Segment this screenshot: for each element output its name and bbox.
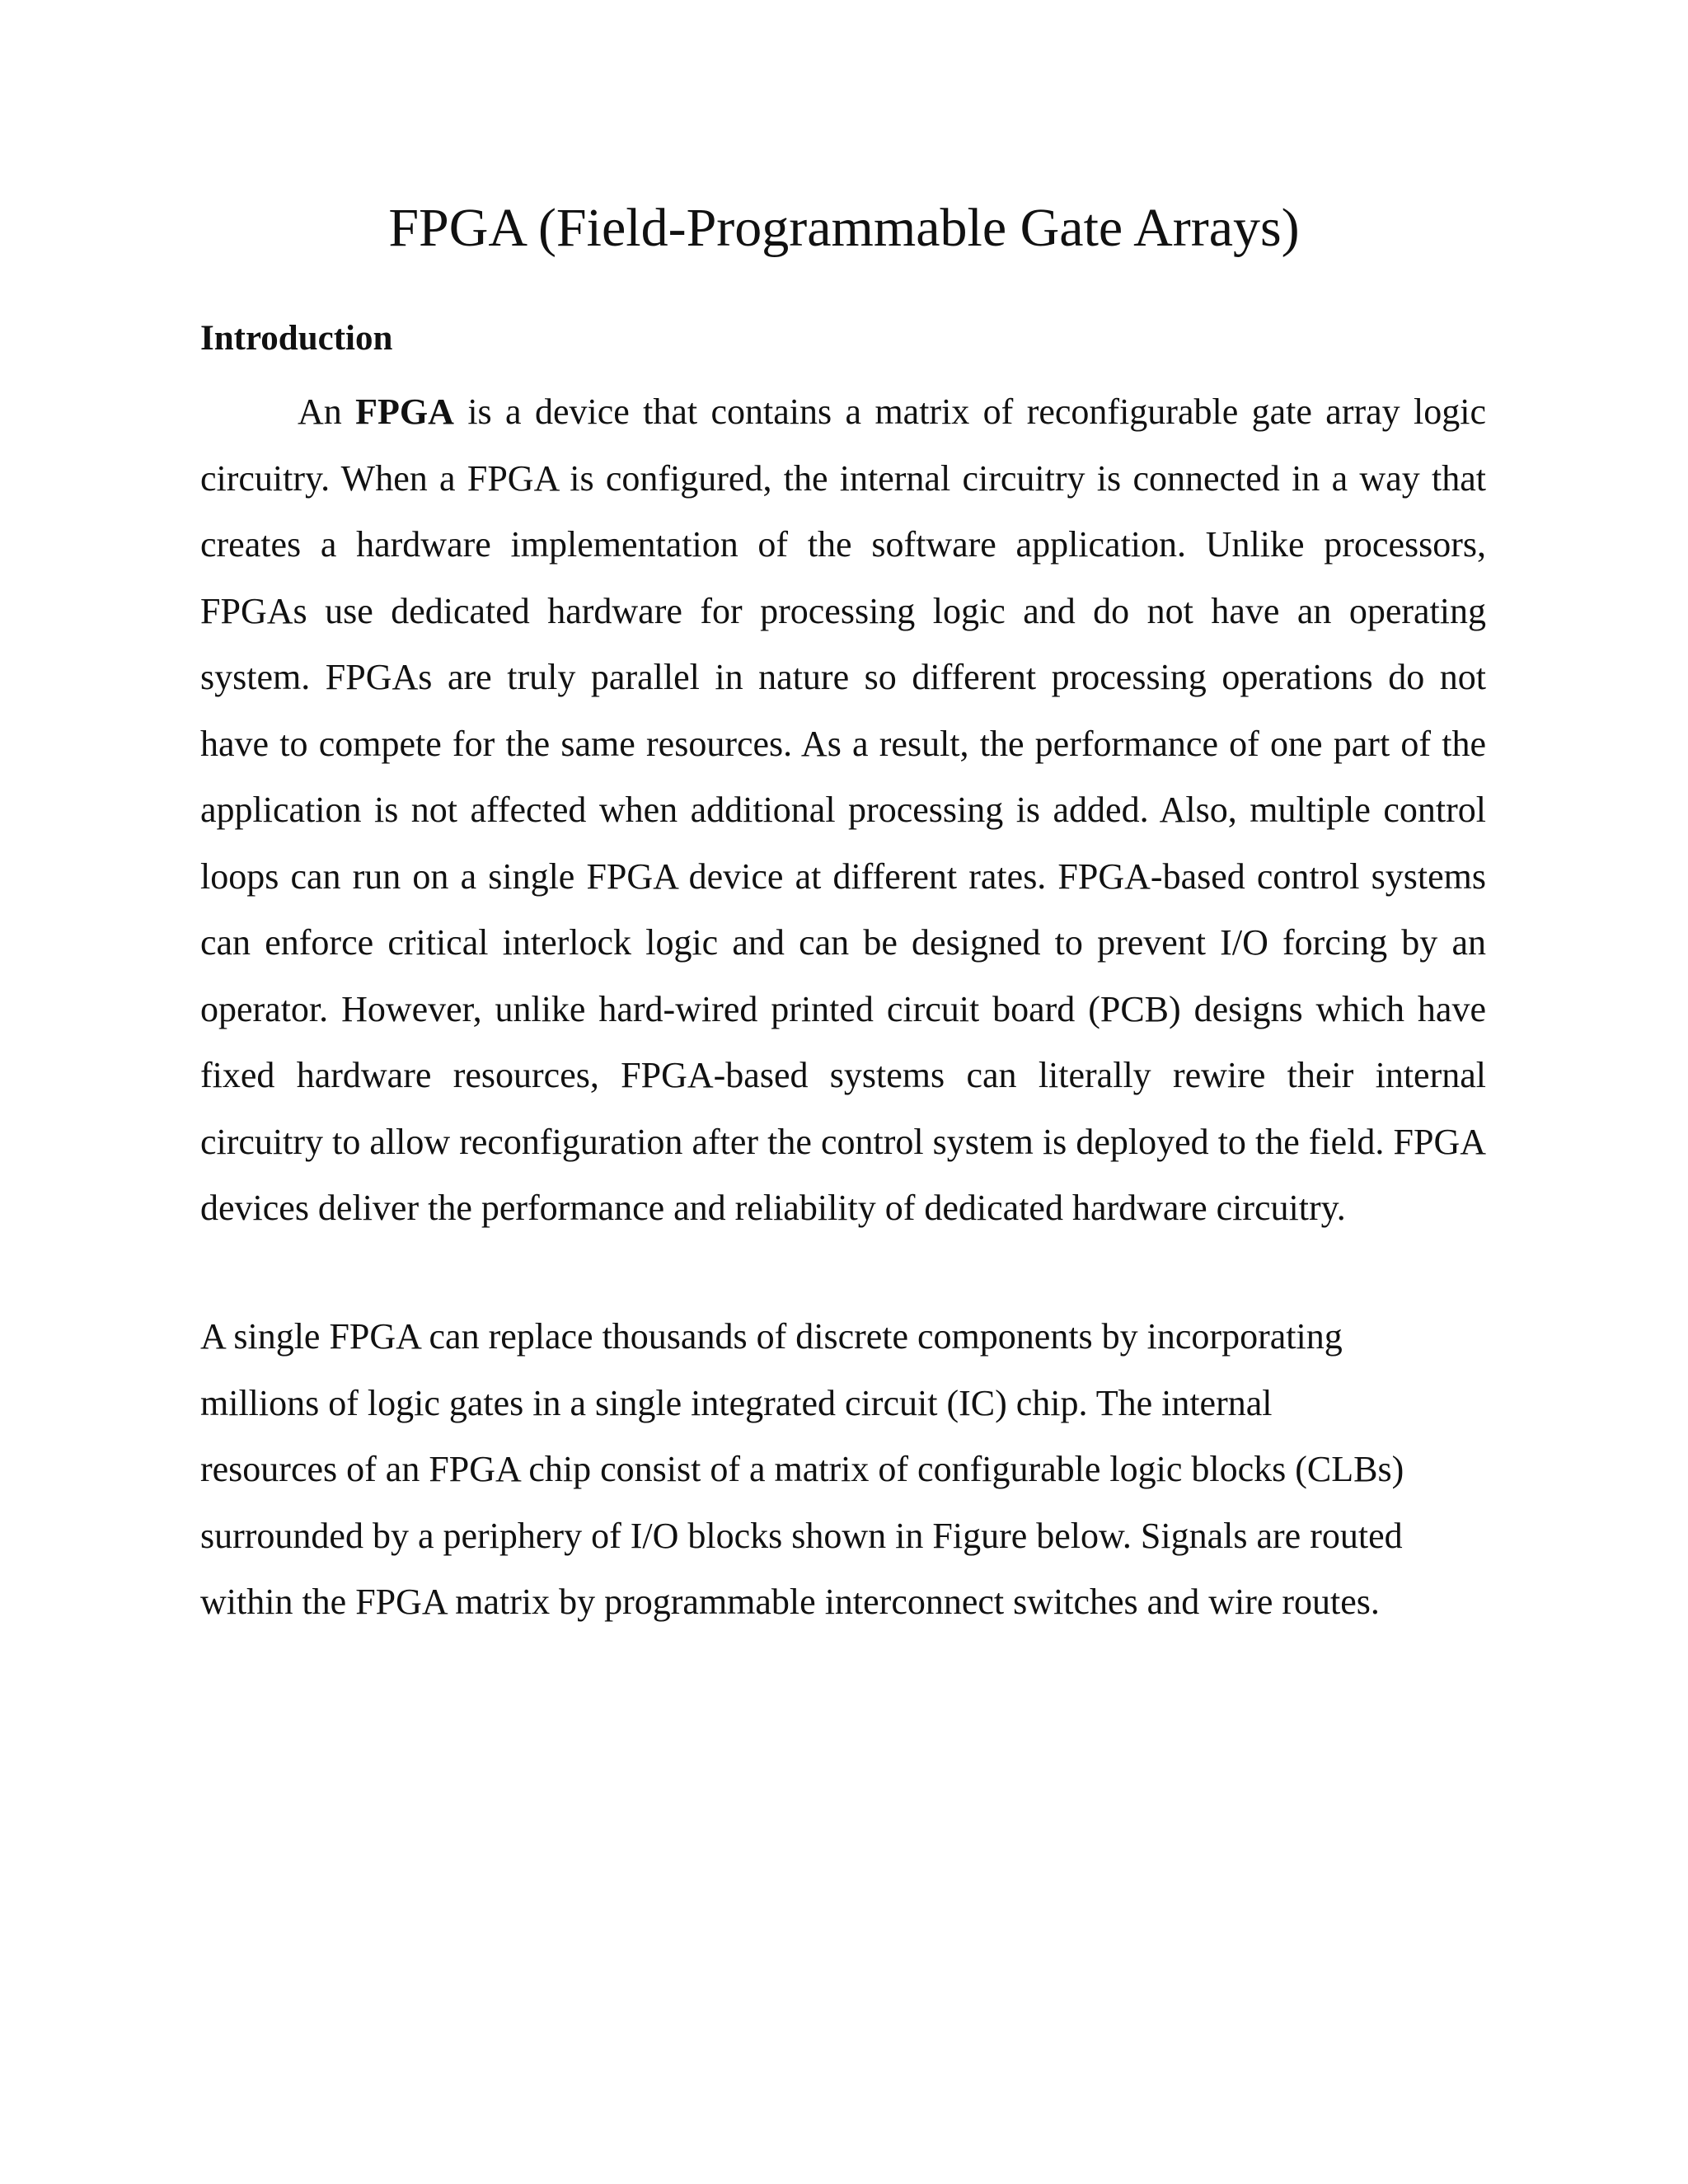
paragraph-line: surrounded by a periphery of I/O blocks shown in Figure below. Signals are routed: [200, 1515, 1403, 1556]
second-paragraph: [200, 1304, 1486, 1636]
paragraph-line: within the FPGA matrix by programmable interconnect switches and wire routes.: [200, 1582, 1380, 1622]
paragraph-body: is a device that contains a matrix of reconfigurable gate array logic circuitry. When a FPGA is configured, the internal circuitry is connected in a way that creates a hardware implementation of the software application. Unlike processors, FPGAs use dedicated hardware for processing logic and do not have an operating system. FPGAs are truly parallel in nature so different processing operations do not have to compete for the same resources. As a result, the performance of one part of the application is not affected when additional processing is added. Also, multiple control loops can run on a single FPGA device at different rates. FPGA-based control systems can enforce critical interlock logic and can be designed to prevent I/O forcing by an operator. However, unlike hard-wired printed circuit board (PCB) designs which have fixed hardware resources, FPGA-based systems can literally rewire their internal circuitry to allow reconfiguration after the control system is deployed to the field. FPGA devices deliver the performance and reliability of dedicated hardware circuitry.: [200, 391, 1487, 1228]
document-title: FPGA (Field-Programmable Gate Arrays): [388, 198, 1300, 258]
bold-term: FPGA: [355, 391, 454, 432]
intro-paragraph: [200, 379, 1486, 1242]
paragraph-lead: An: [298, 391, 356, 432]
paragraph-line: A single FPGA can replace thousands of discrete components by incorporating: [200, 1316, 1343, 1357]
paragraph-line: millions of logic gates in a single integrated circuit (IC) chip. The internal: [200, 1382, 1273, 1423]
section-heading: Introduction: [200, 319, 393, 358]
paragraph-line: resources of an FPGA chip consist of a matrix of configurable logic blocks (CLBs): [200, 1449, 1404, 1489]
